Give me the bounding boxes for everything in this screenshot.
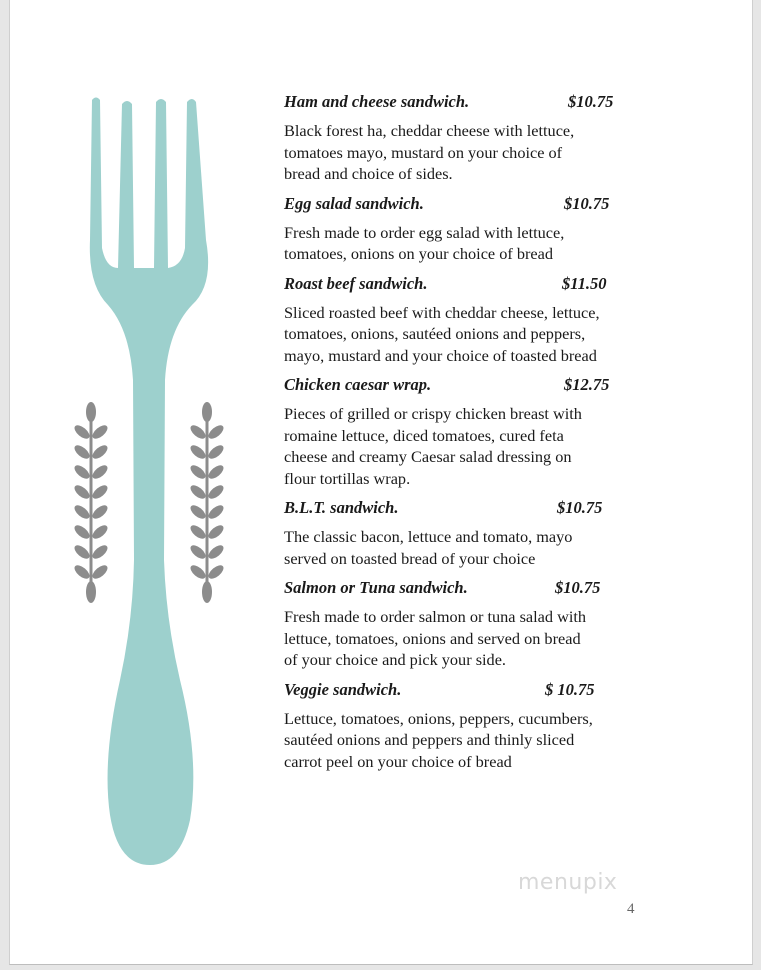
- item-name: Roast beef sandwich.: [284, 273, 428, 293]
- item-description: [284, 606, 704, 671]
- sprig-left-icon: [72, 402, 110, 603]
- item-price: $ 10.75: [545, 679, 595, 699]
- description-line: romaine lettuce, diced tomatoes, cured feta: [284, 425, 564, 445]
- menu-item-header: [284, 679, 704, 701]
- menu-item: [284, 374, 704, 489]
- menu-item-header: [284, 193, 704, 215]
- item-name: Salmon or Tuna sandwich.: [284, 578, 468, 597]
- description-line: Fresh made to order egg salad with lettuce,: [284, 222, 565, 242]
- description-line: carrot peel on your choice of bread: [284, 751, 512, 771]
- item-price: $10.75: [564, 193, 610, 213]
- item-name: Egg salad sandwich.: [284, 193, 424, 213]
- description-line: Fresh made to order salmon or tuna salad with: [284, 607, 587, 626]
- item-price: $11.50: [562, 273, 607, 293]
- item-name: Chicken caesar wrap.: [284, 375, 432, 394]
- menu-item: [284, 193, 704, 265]
- menu-item-header: [284, 497, 704, 519]
- item-description: [284, 526, 704, 569]
- fork-icon: [90, 98, 208, 866]
- description-line: sautéed onions and peppers and thinly sliced: [284, 730, 575, 749]
- menu-item: [284, 497, 704, 569]
- description-line: tomatoes, onions on your choice of bread: [284, 244, 554, 263]
- description-line: tomatoes mayo, mustard on your choice of: [284, 142, 563, 162]
- description-line: bread and choice of sides.: [284, 164, 453, 183]
- menu-item-header: [284, 273, 704, 295]
- watermark: menupix: [518, 870, 618, 895]
- item-price: $10.75: [557, 498, 603, 517]
- item-name: Ham and cheese sandwich.: [284, 92, 470, 111]
- menu-item: [284, 273, 704, 367]
- description-line: lettuce, tomatoes, onions and served on bread: [284, 628, 581, 648]
- description-line: served on toasted bread of your choice: [284, 548, 536, 568]
- sprig-right-icon: [188, 402, 226, 603]
- item-description: [284, 708, 704, 773]
- menu-list: [284, 91, 704, 780]
- description-line: Sliced roasted beef with cheddar cheese, lettuce,: [284, 302, 600, 322]
- item-description: [284, 222, 704, 265]
- description-line: tomatoes, onions, sautéed onions and peppers,: [284, 324, 586, 343]
- item-description: [284, 403, 704, 489]
- description-line: Lettuce, tomatoes, onions, peppers, cucumbers,: [284, 708, 593, 728]
- description-line: The classic bacon, lettuce and tomato, mayo: [284, 527, 573, 546]
- item-description: [284, 302, 704, 367]
- menu-item: [284, 577, 704, 671]
- item-description: [284, 120, 704, 185]
- description-line: of your choice and pick your side.: [284, 650, 506, 669]
- menu-item-header: [284, 91, 704, 113]
- menu-item-header: [284, 577, 704, 599]
- menu-item: [284, 91, 704, 185]
- description-line: cheese and creamy Caesar salad dressing on: [284, 447, 572, 466]
- description-line: mayo, mustard and your choice of toasted bread: [284, 345, 597, 365]
- menu-item-header: [284, 374, 704, 396]
- item-price: $12.75: [564, 375, 610, 394]
- item-name: B.L.T. sandwich.: [284, 498, 399, 517]
- item-price: $10.75: [568, 92, 614, 111]
- item-name: Veggie sandwich.: [284, 679, 402, 699]
- page-number: 4: [627, 901, 635, 917]
- description-line: Pieces of grilled or crispy chicken breast with: [284, 404, 582, 423]
- menu-item: [284, 679, 704, 773]
- description-line: flour tortillas wrap.: [284, 468, 411, 488]
- description-line: Black forest ha, cheddar cheese with lettuce,: [284, 121, 575, 140]
- item-price: $10.75: [555, 578, 601, 597]
